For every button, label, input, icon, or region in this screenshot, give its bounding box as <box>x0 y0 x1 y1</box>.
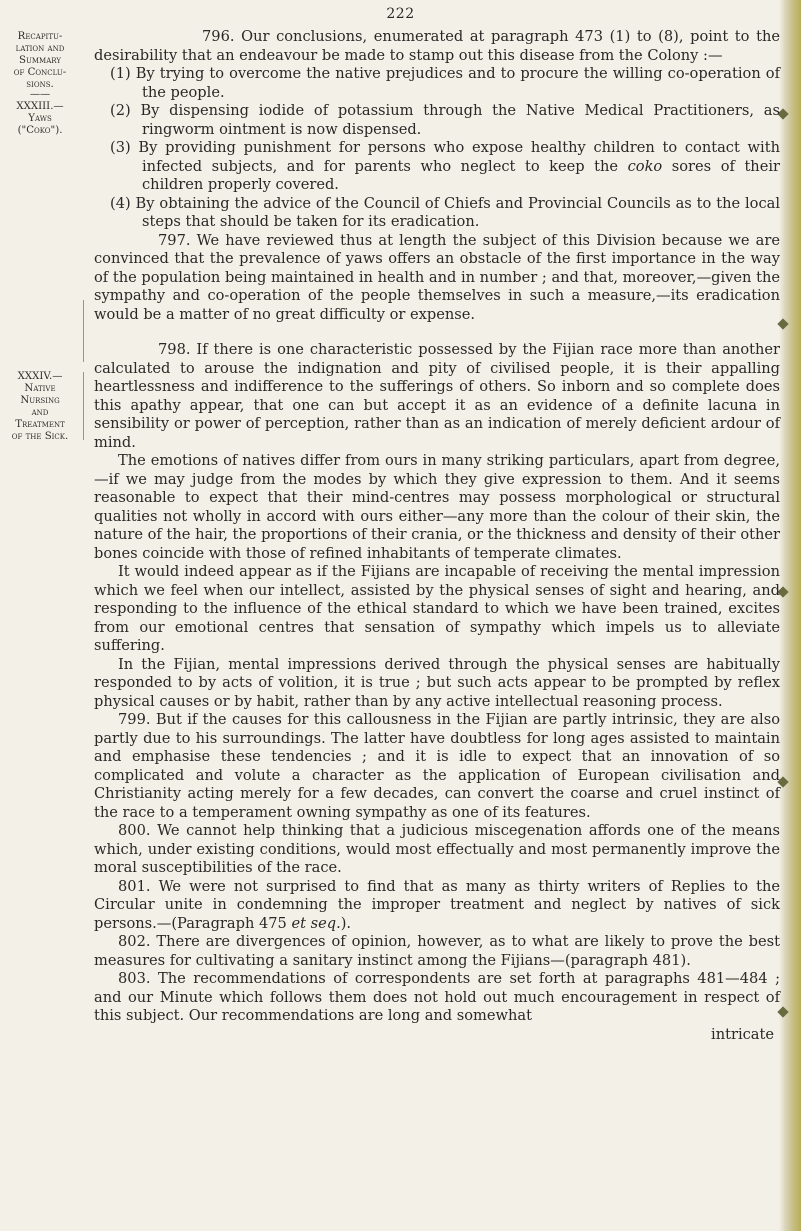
list-item-text: (3) By providing punishment for persons who expose healthy children to contact with infected subjects, and for parents who neglect to keep the <box>110 139 780 175</box>
side-note-line: of Conclu- <box>13 67 67 78</box>
side-note-line: Treatment <box>15 419 65 430</box>
list-item <box>94 139 780 195</box>
italic-term: et seq. <box>291 914 341 932</box>
side-note-chapter-34 <box>4 371 76 443</box>
side-note-line: ("Coko"). <box>17 125 63 136</box>
paragraph-797: 797. We have reviewed thus at length the subject of this Division because we are convinced that the prevalence of yaws offers an obstacle of the first importance in the way of the population being maintained in health and in number ; and that, moreover,—given the sympathy and co-operation of the people themselves in such a measure,—its eradication would be a matter of no great difficulty or expense. <box>94 231 780 323</box>
side-note-line: and <box>31 407 49 418</box>
side-note-line: XXXIV.— <box>17 371 63 382</box>
page-number: 222 <box>386 6 415 22</box>
side-note-recapitulation <box>4 31 76 99</box>
paragraph-800: 800. We cannot help thinking that a judicious miscegenation affords one of the means which, under existing conditions, would most effectually and most permanently improve the moral susceptibilities of the race. <box>94 822 780 876</box>
side-note-divider: —— <box>29 89 51 100</box>
side-note-chapter-33 <box>4 101 76 137</box>
side-note-line: Yaws <box>28 113 52 124</box>
main-text <box>94 28 780 1044</box>
side-note-line: Summary <box>19 55 61 66</box>
list-item: (2) By dispensing iodide of potassium through the Native Medical Practitioners, as ringworm ointment is now dispensed. <box>110 102 780 138</box>
side-note-line: lation and <box>15 43 65 54</box>
paragraph-798-c: It would indeed appear as if the Fijians are incapable of receiving the mental impression which we feel when our intellect, assisted by the physical senses of sight and hearing, and responding to the influence of the ethical standard to which we have been trained, excites from our emotional centres that sensation of sympathy which impels us to alleviate suffering. <box>94 563 780 654</box>
paragraph-798-d: In the Fijian, mental impressions derived through the physical senses are habitually responded to by acts of volition, it is true ; but such acts appear to be prompted by reflex physical causes or by habit, rather than by any active intellectual reasoning process. <box>94 655 780 710</box>
paragraph-803: 803. The recommendations of correspondents are set forth at paragraphs 481—484 ; and our Minute which follows them does not hold out much encouragement in respect of this subject. Our recommendations are long and somewhat <box>94 970 780 1024</box>
paragraph-text: 801. We were not surprised to find that as many as thirty writers of Replies to the Circular unite in condemning the improper treatment and neglect by natives of sick persons.—(Paragraph 475 <box>94 877 780 932</box>
paragraph-801 <box>94 878 780 934</box>
paragraph-802: 802. There are divergences of opinion, however, as to what are likely to prove the best measures for cultivating a sanitary instinct among the Fijians—(paragraph 481). <box>94 933 780 969</box>
side-note-line: Nursing <box>20 395 60 406</box>
side-note-line: XXXIII.— <box>16 101 64 112</box>
paragraph-798: 798. If there is one characteristic possessed by the Fijian race more than another calculated to arouse the indignation and pity of civilised people, it is their appalling heartlessness and indifference to the sufferings of others. So inborn and so complete does this apathy appear, that one can but accept it as an evidence of a definite lacuna in sensibility or power of perception, rather than as an indication of merely deficient ardour of mind. <box>94 341 780 451</box>
page-edge-binding <box>779 0 801 1231</box>
list-item: (1) By trying to overcome the native prejudices and to procure the willing co-operation of the people. <box>110 65 780 101</box>
catchword: intricate <box>711 1025 774 1043</box>
paragraph-798-b: The emotions of natives differ from ours in many striking particulars, apart from degree,—if we may judge from the modes by which they give expression to them. And it seems reasonable to expect that their mind-centres may possess morphological or structural qualities not wholly in accord with ours either—any more than the colour of their skin, the nature of the hair, the proportions of their crania, or the thickness and density of their other bones coincide with those of refined inhabitants of temperate climates. <box>94 452 780 562</box>
italic-term: coko <box>627 157 663 175</box>
side-note-line: Recapitu- <box>17 31 63 42</box>
margin-rule <box>83 372 84 440</box>
paragraph-799: 799. But if the causes for this callousness in the Fijian are partly intrinsic, they are also partly due to his surroundings. The latter have doubtless for long ages assisted to maintain and emphasise these tendencies ; and it is idle to expect that an innovation of so complicated and volute a character as the application of European civilisation and Christianity acting merely for a few decades, can convert the coarse and cruel instinct of the race to a temperament owning sympathy as one of its features. <box>94 711 780 821</box>
paragraph-796: 796. Our conclusions, enumerated at paragraph 473 (1) to (8), point to the desirability that an endeavour be made to stamp out this disease from the Colony :— <box>94 28 780 64</box>
paragraph-text: ). <box>340 914 352 932</box>
side-note-line: of the Sick. <box>11 431 69 442</box>
list-item-text: sores of their children properly covered. <box>142 157 780 193</box>
side-note-line: sions. <box>26 79 54 90</box>
margin-rule <box>83 300 84 362</box>
list-item: (4) By obtaining the advice of the Council of Chiefs and Provincial Councils as to the local steps that should be taken for its eradication. <box>110 194 780 230</box>
side-note-line: Native <box>24 383 56 394</box>
